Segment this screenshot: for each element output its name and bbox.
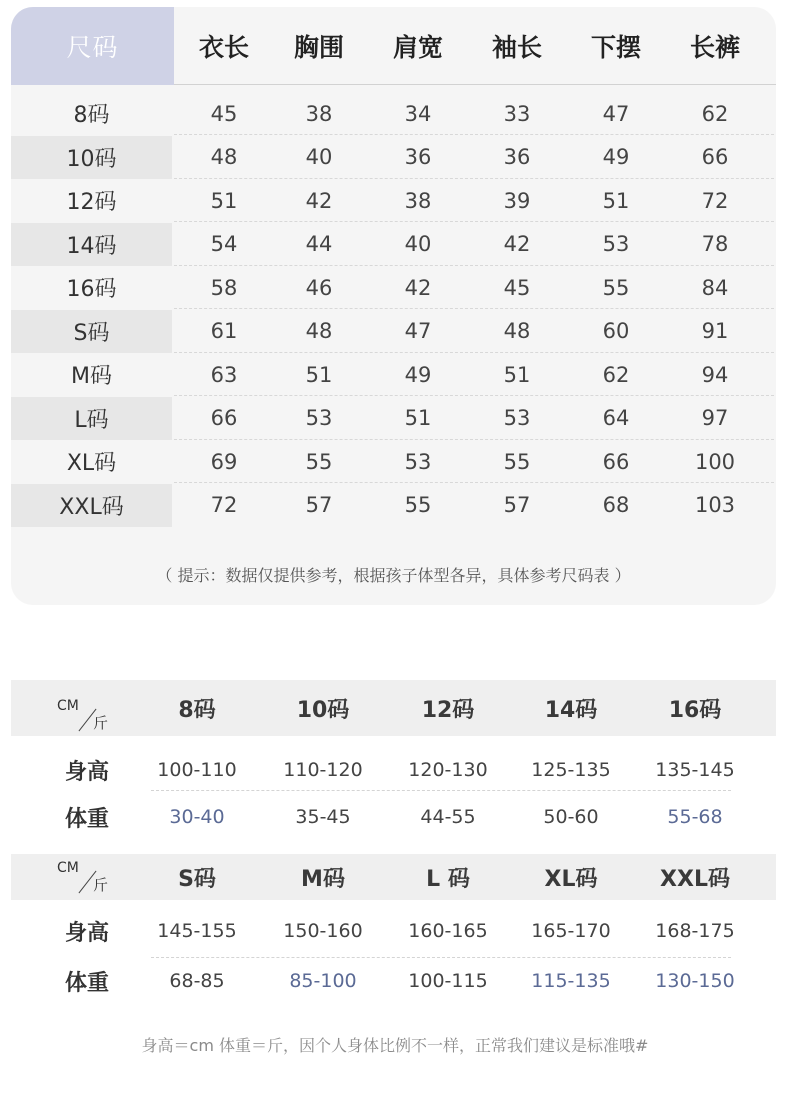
size-cell: 33 <box>503 101 531 126</box>
size-cell: 36 <box>404 145 432 169</box>
size-column-header: 14码 <box>544 697 598 723</box>
size-cell: 97 <box>701 406 729 430</box>
size-cell: 69 <box>210 449 238 474</box>
size-cell: 42 <box>305 188 333 213</box>
size-row <box>11 397 776 440</box>
weight-label: 体重 <box>64 970 109 996</box>
footer-note: 身高＝cm 体重＝斤，因个人身体比例不一样，正常我们建议是标准哦# <box>141 1036 649 1055</box>
size-cell: 53 <box>404 449 432 474</box>
size-row <box>11 179 776 222</box>
size-cell: 60 <box>602 319 630 343</box>
unit-cm: CM <box>57 698 79 714</box>
size-cell: 68 <box>602 493 630 517</box>
size-cell: 55 <box>305 449 333 474</box>
height-weight-table-adult <box>11 854 776 1019</box>
height-range-cell: 100-110 <box>157 759 237 781</box>
size-cell: 40 <box>305 145 333 169</box>
size-label: XL码 <box>66 451 117 476</box>
size-cell: 42 <box>404 275 432 300</box>
size-column-header: L 码 <box>426 866 470 892</box>
unit-label <box>51 854 121 904</box>
size-cell: 48 <box>305 319 333 343</box>
size-cell: 40 <box>404 232 432 256</box>
weight-range-cell: 100-115 <box>408 970 488 992</box>
column-header-hem: 下摆 <box>590 33 641 62</box>
height-weight-table-kids <box>11 680 776 845</box>
weight-range-cell: 44-55 <box>420 806 476 828</box>
size-cell: 55 <box>503 449 531 474</box>
size-chart-card <box>11 7 776 605</box>
size-cell: 100 <box>694 449 736 474</box>
size-cell: 62 <box>701 101 729 126</box>
size-label: 8码 <box>73 103 110 128</box>
size-cell: 53 <box>305 406 333 430</box>
size-row <box>11 440 776 483</box>
weight-range-cell: 130-150 <box>655 970 735 992</box>
size-cell: 47 <box>602 101 630 126</box>
size-label: 14码 <box>11 223 172 266</box>
size-cell: 51 <box>305 362 333 387</box>
height-range-cell: 145-155 <box>157 920 237 942</box>
size-row <box>11 484 776 527</box>
height-row <box>11 909 776 953</box>
weight-range-cell: 115-135 <box>531 970 611 992</box>
size-cell: 61 <box>210 319 238 343</box>
size-chart-note: （ 提示：数据仅提供参考，根据孩子体型各异，具体参考尺码表 ） <box>156 566 631 585</box>
size-chart-header-row <box>11 7 776 85</box>
size-column-header: 尺码 <box>11 7 174 85</box>
size-column-header: M码 <box>301 866 345 892</box>
size-cell: 66 <box>701 145 729 169</box>
size-cell: 34 <box>404 101 432 126</box>
weight-range-cell: 50-60 <box>543 806 599 828</box>
size-label: M码 <box>71 364 112 389</box>
height-label: 身高 <box>64 759 109 785</box>
size-cell: 72 <box>210 493 238 517</box>
column-header-length: 衣长 <box>198 33 249 62</box>
size-label: 12码 <box>66 190 117 215</box>
size-label: 16码 <box>66 277 117 302</box>
height-range-cell: 160-165 <box>408 920 488 942</box>
size-cell: 91 <box>701 319 729 343</box>
size-cell: 57 <box>503 493 531 517</box>
height-range-cell: 150-160 <box>283 920 363 942</box>
size-row <box>11 266 776 309</box>
size-row <box>11 136 776 179</box>
size-cell: 84 <box>701 275 729 300</box>
size-column-header: 8码 <box>178 697 216 723</box>
size-cell: 58 <box>210 275 238 300</box>
size-cell: 49 <box>602 145 630 169</box>
unit-jin: 斤 <box>93 876 109 894</box>
size-cell: 38 <box>305 101 333 126</box>
size-column-header: 12码 <box>421 697 475 723</box>
size-cell: 51 <box>404 406 432 430</box>
size-cell: 94 <box>701 362 729 387</box>
size-cell: 46 <box>305 275 333 300</box>
size-row <box>11 92 776 135</box>
height-range-cell: 135-145 <box>655 759 735 781</box>
size-column-header: XL码 <box>544 866 598 892</box>
size-cell: 51 <box>503 362 531 387</box>
weight-range-cell: 35-45 <box>295 806 351 828</box>
height-range-cell: 110-120 <box>283 759 363 781</box>
weight-range-cell: 85-100 <box>289 970 357 992</box>
size-cell: 48 <box>210 145 238 169</box>
size-column-header: 10码 <box>296 697 350 723</box>
column-header-chest: 胸围 <box>293 33 344 62</box>
size-cell: 66 <box>602 449 630 474</box>
size-cell: 45 <box>503 275 531 300</box>
height-range-cell: 120-130 <box>408 759 488 781</box>
size-cell: 57 <box>305 493 333 517</box>
size-cell: 38 <box>404 188 432 213</box>
size-cell: 54 <box>210 232 238 256</box>
header-divider <box>174 84 776 85</box>
size-row <box>11 353 776 396</box>
size-label: L码 <box>11 397 172 440</box>
size-cell: 72 <box>701 188 729 213</box>
height-row <box>11 748 776 792</box>
row-divider <box>151 790 731 791</box>
size-cell: 63 <box>210 362 238 387</box>
unit-label <box>51 684 121 734</box>
weight-label: 体重 <box>64 806 109 832</box>
size-cell: 51 <box>602 188 630 213</box>
size-label: 10码 <box>11 136 172 179</box>
size-cell: 42 <box>503 232 531 256</box>
size-label: XXL码 <box>11 484 172 527</box>
height-range-cell: 168-175 <box>655 920 735 942</box>
size-cell: 53 <box>602 232 630 256</box>
weight-range-cell: 30-40 <box>169 806 225 828</box>
size-cell: 55 <box>404 493 432 517</box>
size-cell: 64 <box>602 406 630 430</box>
size-cell: 55 <box>602 275 630 300</box>
size-row <box>11 223 776 266</box>
weight-range-cell: 68-85 <box>169 970 225 992</box>
height-weight-header-row <box>11 854 776 900</box>
size-row <box>11 310 776 353</box>
size-cell: 49 <box>404 362 432 387</box>
size-column-header: XXL码 <box>660 866 730 892</box>
row-divider <box>151 957 731 958</box>
weight-range-cell: 55-68 <box>667 806 723 828</box>
size-column-header: 16码 <box>668 697 722 723</box>
size-label: S码 <box>11 310 172 353</box>
column-header-shoulder: 肩宽 <box>392 33 443 62</box>
size-cell: 47 <box>404 319 432 343</box>
height-label: 身高 <box>64 920 109 946</box>
size-cell: 51 <box>210 188 238 213</box>
height-range-cell: 125-135 <box>531 759 611 781</box>
column-header-pants: 长裤 <box>689 33 740 62</box>
size-cell: 44 <box>305 232 333 256</box>
size-cell: 53 <box>503 406 531 430</box>
size-cell: 36 <box>503 145 531 169</box>
weight-row <box>11 795 776 839</box>
size-cell: 66 <box>210 406 238 430</box>
size-column-header: S码 <box>178 866 216 892</box>
height-weight-header-row <box>11 680 776 736</box>
column-header-sleeve: 袖长 <box>491 33 542 62</box>
size-cell: 45 <box>210 101 238 126</box>
size-cell: 39 <box>503 188 531 213</box>
unit-cm: CM <box>57 860 79 876</box>
size-cell: 78 <box>701 232 729 256</box>
size-cell: 62 <box>602 362 630 387</box>
unit-jin: 斤 <box>93 714 109 732</box>
size-cell: 48 <box>503 319 531 343</box>
size-cell: 103 <box>694 493 736 517</box>
height-range-cell: 165-170 <box>531 920 611 942</box>
weight-row <box>11 959 776 1003</box>
